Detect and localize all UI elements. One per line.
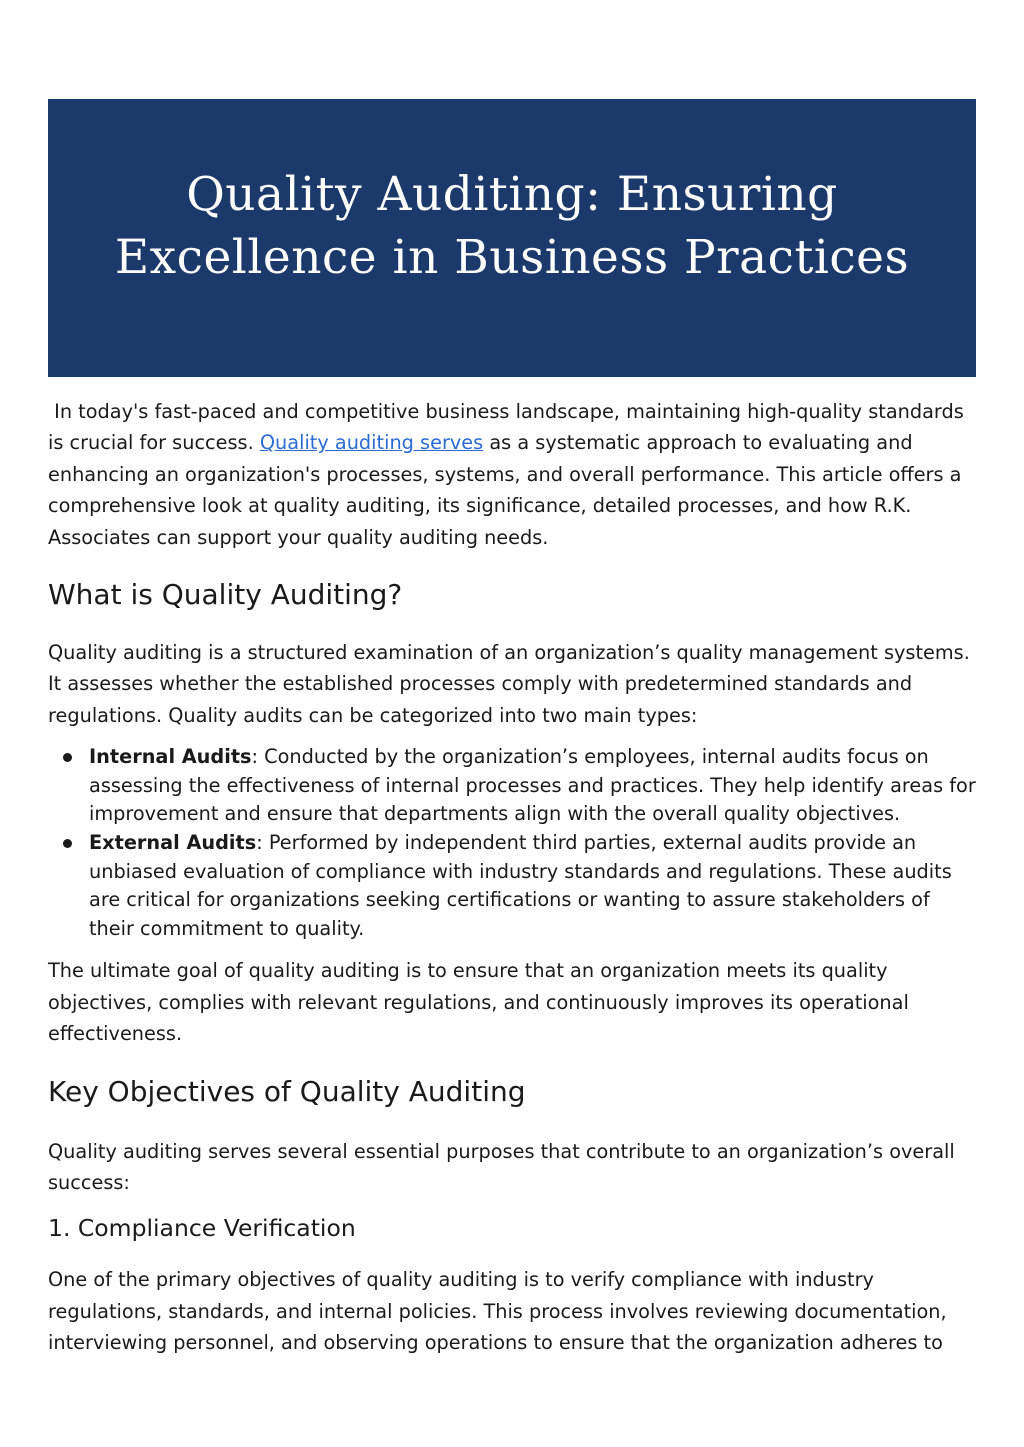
title-line-1: Quality Auditing: Ensuring [186, 167, 838, 222]
intro-paragraph [48, 396, 976, 553]
subheading-compliance-verification: 1. Compliance Verification [48, 1214, 356, 1243]
article-body [48, 396, 976, 1359]
bullet-text: : Performed by independent third parties, external audits provide an unbiased evaluation of compliance with industry standards and regulations. These audits are critical for organizations seeking certifications or wanting to assure stakeholders of their commitment to quality. [89, 831, 952, 940]
intro-text-after-link: as a systematic approach to evaluating and enhancing an organization's processes, systems, and overall performance. This article offers a comprehensive look at quality auditing, its significance, detailed processes, and how R.K. Associates can support your quality auditing needs. [48, 431, 962, 549]
section1-paragraph: Quality auditing is a structured examination of an organization’s quality management systems. It assesses whether the established processes comply with predetermined standards and regulations. Quality audits can be categorized into two main types: [48, 641, 970, 727]
intro-text-before-link: In today's fast-paced and competitive business landscape, maintaining high-quality standards is crucial for success. [48, 400, 964, 455]
list-item [48, 743, 976, 829]
section1-closing-paragraph: The ultimate goal of quality auditing is to ensure that an organization meets its quality objectives, complies with relevant regulations, and continuously improves its operational effectiveness. [48, 959, 909, 1046]
section-heading-key-objectives: Key Objectives of Quality Auditing [48, 1074, 526, 1108]
section2-paragraph: Quality auditing serves several essential purposes that contribute to an organization’s overall success: [48, 1139, 955, 1195]
section-heading-what-is: What is Quality Auditing? [48, 578, 403, 612]
audit-types-list [48, 743, 976, 943]
quality-auditing-link[interactable]: Quality auditing serves [259, 431, 484, 455]
bullet-term: External Audits [89, 831, 257, 855]
document-title [62, 163, 962, 289]
bullet-term: Internal Audits [89, 745, 252, 769]
compliance-paragraph: One of the primary objectives of quality auditing is to verify compliance with industry regulations, standards, and internal policies. This process involves reviewing documentation, interviewing personnel, and observing operations to ensure that the organization adheres to [48, 1268, 947, 1355]
list-item [48, 829, 976, 943]
bullet-dot-icon [63, 839, 72, 848]
bullet-dot-icon [63, 753, 72, 762]
bullet-text: : Conducted by the organization’s employees, internal audits focus on assessing the effectiveness of internal processes and practices. They help identify areas for improvement and ensure that departments align with the overall quality objectives. [89, 745, 976, 826]
title-line-2: Excellence in Business Practices [114, 230, 910, 285]
title-banner [48, 99, 976, 377]
